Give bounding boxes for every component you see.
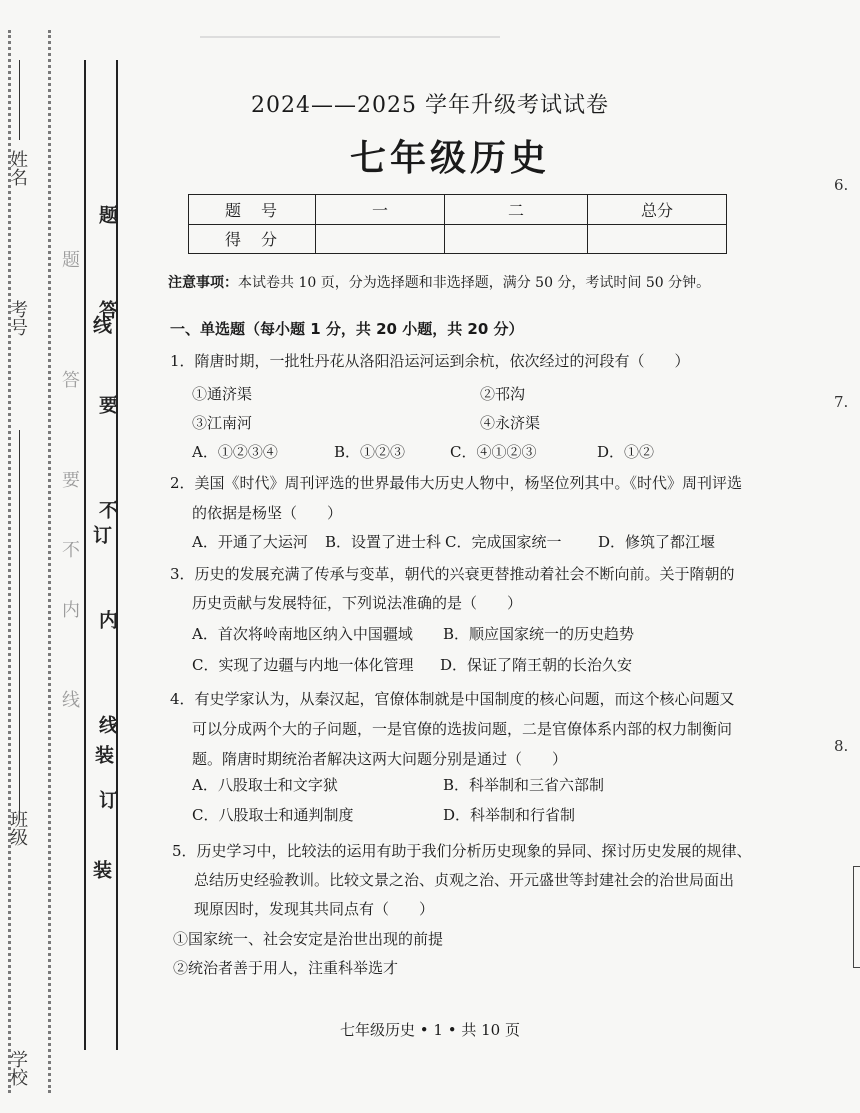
next-page-question-number: 8. — [834, 737, 849, 755]
faint-margin-label: 题 — [59, 250, 80, 268]
answer-option[interactable]: B．设置了进士科 — [325, 533, 442, 551]
binding-label: 装 — [92, 745, 114, 764]
binding-line — [84, 60, 86, 1050]
question-stem: 总结历史经验教训。比较文景之治、贞观之治、开元盛世等封建社会的治世局面出 — [194, 871, 735, 889]
binding-label: 题 — [96, 205, 118, 224]
answer-option[interactable]: B．顺应国家统一的历史趋势 — [443, 625, 635, 643]
binding-label: 订 — [90, 525, 112, 544]
question-stem: 可以分成两个大的子问题，一是官僚的选拔问题，二是官僚体系内部的权力制衡问 — [192, 720, 733, 738]
score-table-row — [189, 224, 727, 254]
next-page-question-number: 6. — [834, 176, 849, 194]
answer-option[interactable]: C．④①②③ — [450, 443, 537, 461]
score-table-header: 得 分 — [189, 224, 316, 254]
binding-label: 要 — [96, 395, 118, 414]
page-footer: 七年级历史 • 1 • 共 10 页 — [340, 1021, 520, 1039]
answer-option[interactable]: A．①②③④ — [192, 443, 278, 461]
answer-option[interactable]: A．八股取士和文字狱 — [192, 776, 338, 794]
score-table-header: 总分 — [588, 195, 727, 225]
top-rule — [200, 36, 500, 38]
question-stem: 2．美国《时代》周刊评选的世界最伟大历史人物中，杨坚位列其中。《时代》周刊评选 — [170, 474, 743, 492]
question-stem: 5．历史学习中，比较法的运用有助于我们分析历史现象的异同、探讨历史发展的规律、 — [172, 842, 752, 860]
binding-label: 线 — [96, 715, 118, 734]
subject-title: 七年级历史 — [349, 137, 550, 179]
binding-label: 不 — [96, 500, 118, 519]
faint-margin-label: 答 — [59, 370, 80, 388]
answer-option[interactable]: D．①② — [597, 443, 655, 461]
answer-option[interactable]: C．八股取士和通判制度 — [192, 806, 354, 824]
name-label: 姓名 — [7, 150, 28, 186]
faint-margin-label: 内 — [59, 600, 80, 618]
next-page-box-edge — [853, 866, 860, 968]
answer-option[interactable]: A．开通了大运河 — [192, 533, 308, 551]
perforation-dots — [48, 30, 51, 1093]
question-item: ④永济渠 — [480, 414, 541, 432]
next-page-question-number: 7. — [834, 393, 849, 411]
notice-text: 本试卷共 10 页，分为选择题和非选择题，满分 50 分，考试时间 50 分钟。 — [238, 275, 711, 291]
answer-option[interactable]: C．完成国家统一 — [445, 533, 562, 551]
answer-option[interactable]: A．首次将岭南地区纳入中国疆域 — [192, 625, 413, 643]
faint-margin-label: 要 — [59, 470, 80, 488]
score-table-header: 二 — [445, 195, 588, 225]
question-stem: 历史贡献与发展特征，下列说法准确的是（ ） — [192, 594, 523, 612]
section-title: 一、单选题（每小题 1 分，共 20 小题，共 20 分） — [170, 320, 524, 338]
question-stem: 1．隋唐时期，一批牡丹花从洛阳沿运河运到余杭，依次经过的河段有（ ） — [170, 352, 690, 370]
score-table — [188, 194, 727, 254]
score-table-header: 题 号 — [189, 195, 316, 225]
question-item: ①通济渠 — [192, 385, 253, 403]
score-cell[interactable] — [445, 224, 588, 254]
answer-option[interactable]: B．科举制和三省六部制 — [443, 776, 605, 794]
class-label: 班级 — [7, 810, 28, 846]
question-item: ②统治者善于用人，注重科举选才 — [173, 959, 399, 977]
binding-label: 内 — [96, 610, 118, 629]
answer-option[interactable]: D．科举制和行省制 — [443, 806, 576, 824]
score-cell[interactable] — [588, 224, 727, 254]
answer-option[interactable]: C．实现了边疆与内地一体化管理 — [192, 656, 414, 674]
faint-margin-label: 不 — [59, 540, 80, 558]
answer-option[interactable]: B．①②③ — [334, 443, 406, 461]
exam-title: 2024——2025 学年升级考试试卷 — [251, 93, 609, 118]
question-stem: 的依据是杨坚（ ） — [192, 504, 343, 522]
answer-option[interactable]: D．保证了隋王朝的长治久安 — [440, 656, 633, 674]
question-item: ②邗沟 — [480, 385, 526, 403]
question-stem: 题。隋唐时期统治者解决这两大问题分别是通过（ ） — [192, 750, 568, 768]
question-stem: 3．历史的发展充满了传承与变革，朝代的兴衰更替推动着社会不断向前。关于隋朝的 — [170, 565, 735, 583]
score-table-row — [189, 195, 727, 225]
notice-label: 注意事项： — [168, 275, 238, 291]
binding-label: 答 — [96, 300, 118, 319]
question-item: ①国家统一、社会安定是治世出现的前提 — [173, 930, 444, 948]
exam-number-label: 考号 — [7, 300, 28, 336]
perforation-dots — [8, 30, 11, 1093]
question-stem: 4．有史学家认为，从秦汉起，官僚体制就是中国制度的核心问题，而这个核心问题又 — [170, 690, 735, 708]
question-stem: 现原因时，发现其共同点有（ ） — [194, 900, 435, 918]
school-label: 学校 — [7, 1050, 28, 1086]
notice — [168, 272, 710, 292]
binding-label: 订 — [96, 790, 118, 809]
score-table-header: 一 — [316, 195, 445, 225]
question-item: ③江南河 — [192, 414, 253, 432]
binding-label: 装 — [90, 860, 112, 879]
blank-line — [19, 430, 20, 820]
binding-label: 线 — [90, 315, 112, 334]
answer-option[interactable]: D．修筑了都江堰 — [598, 533, 716, 551]
faint-margin-label: 线 — [59, 690, 80, 708]
score-cell[interactable] — [316, 224, 445, 254]
